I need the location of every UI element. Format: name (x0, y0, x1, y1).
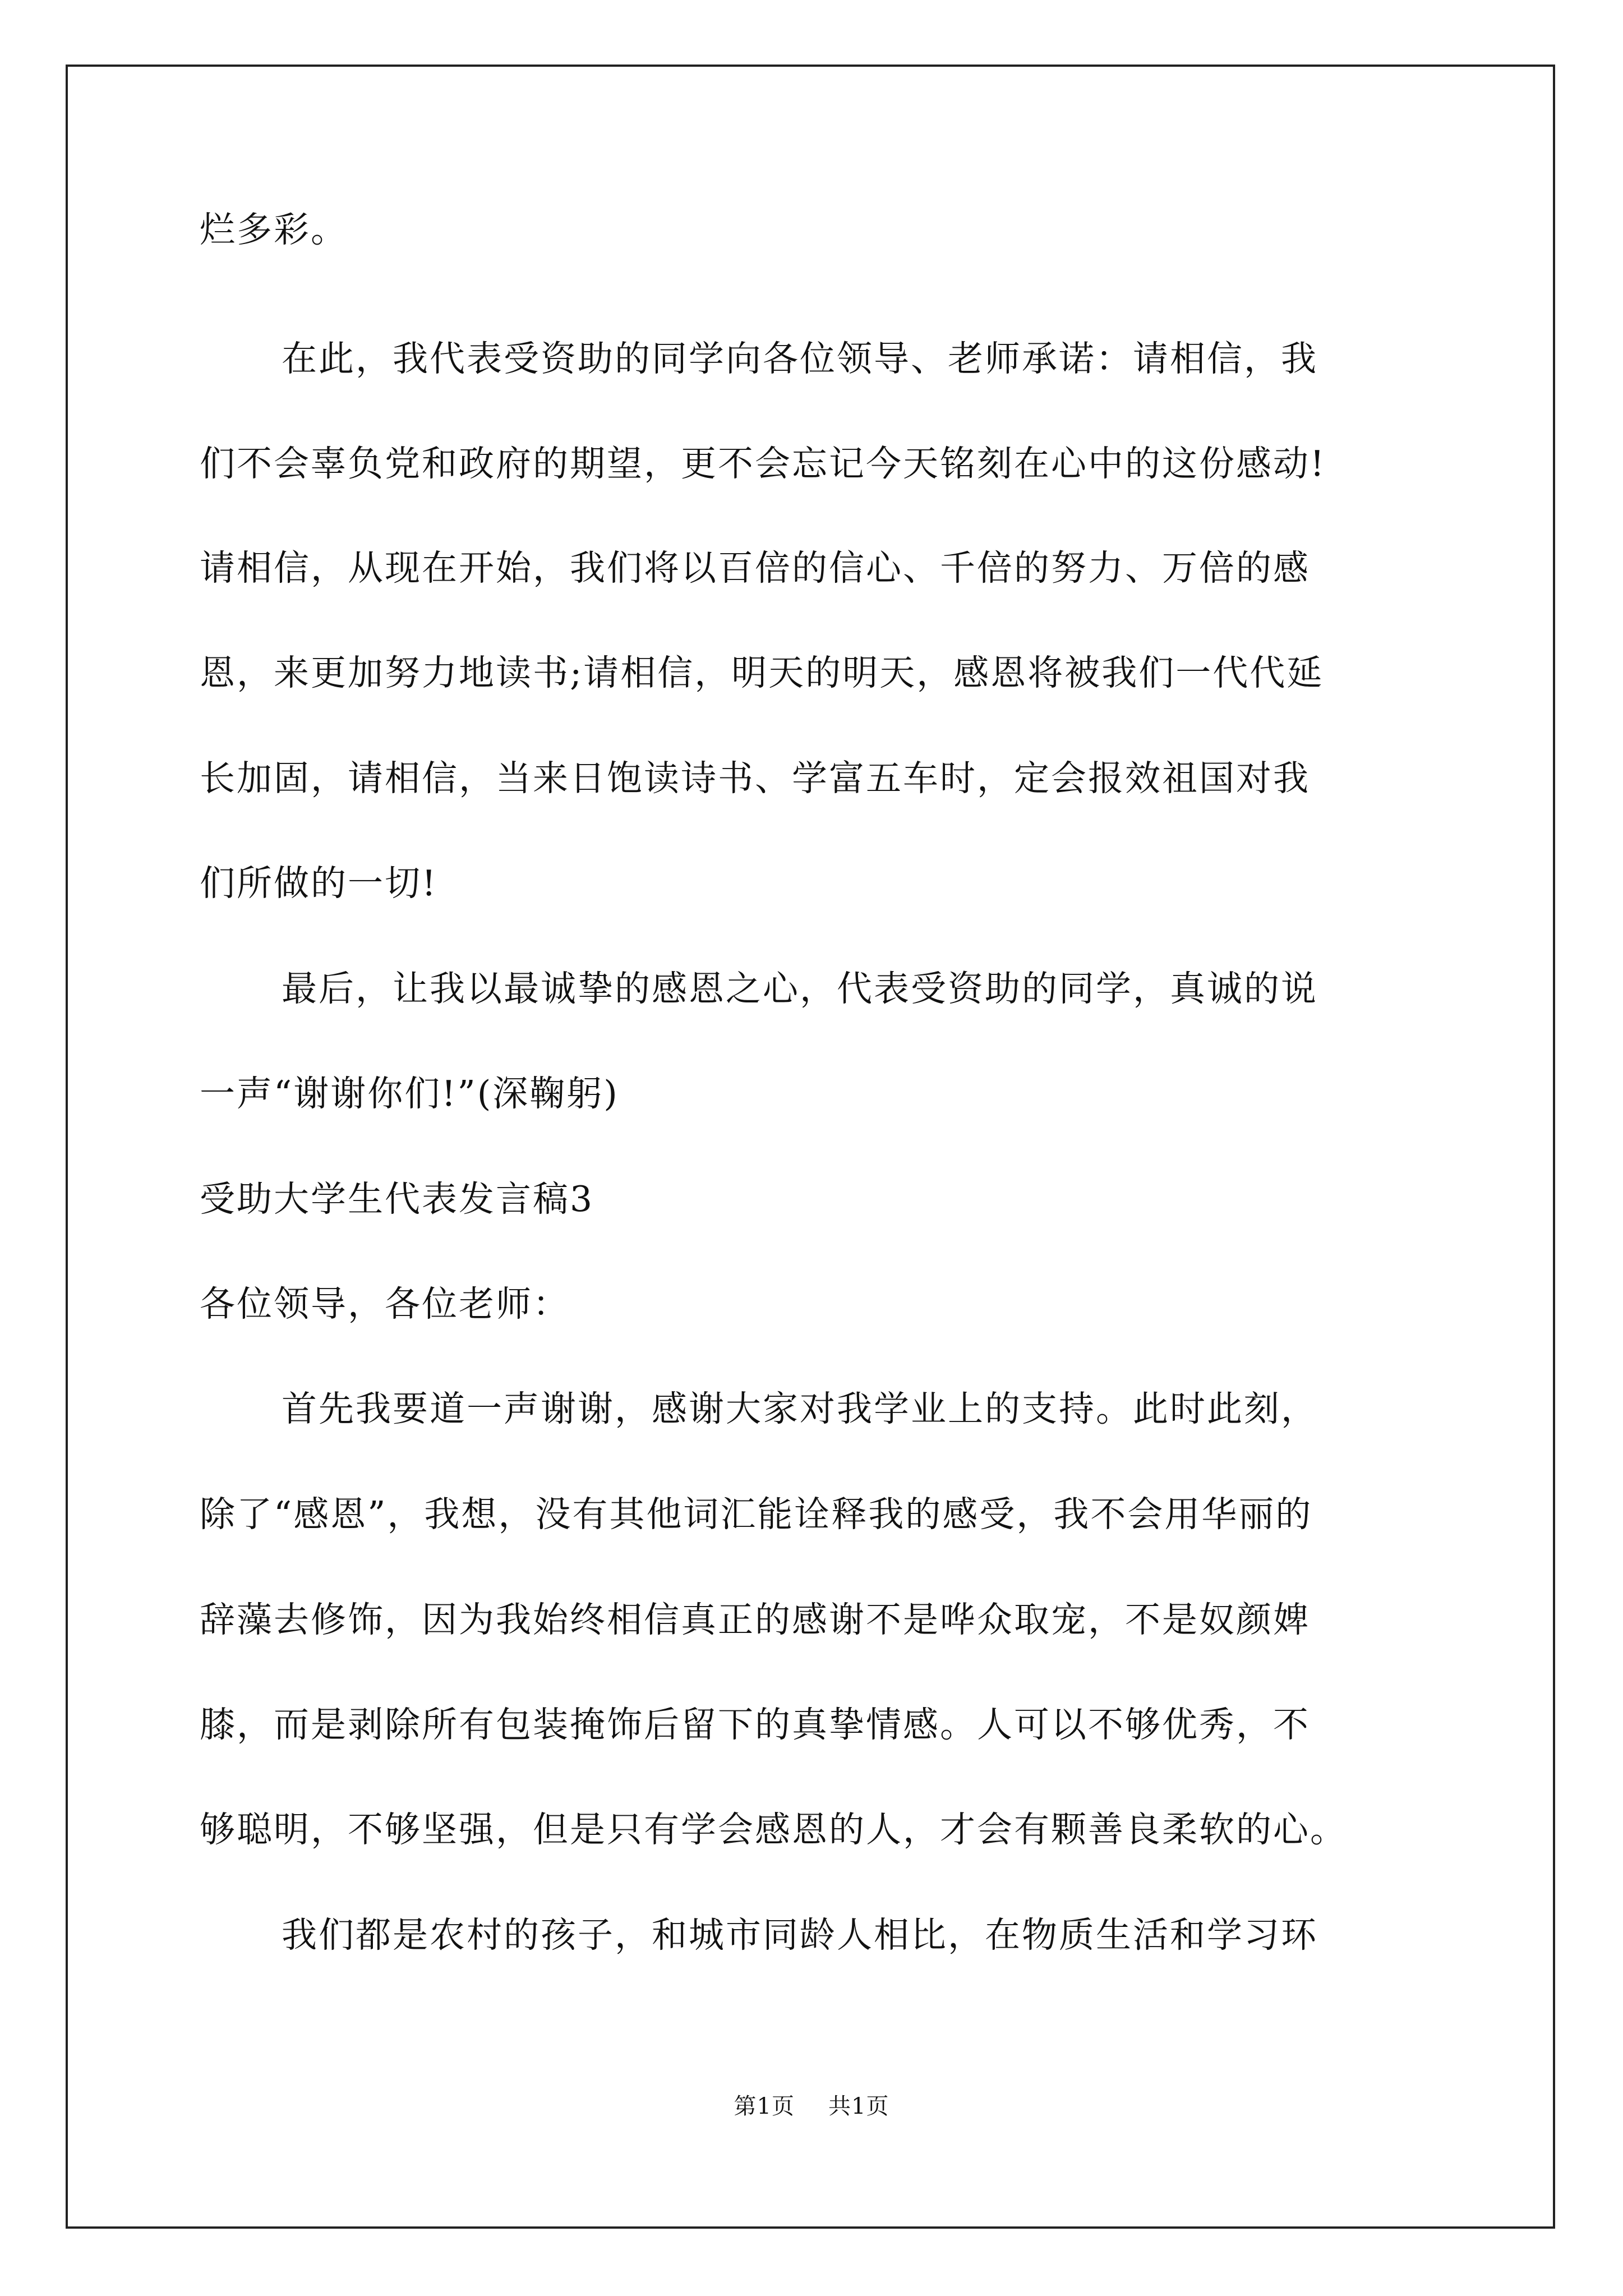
text-line: 够聪明，不够坚强，但是只有学会感恩的人，才会有颗善良柔软的心。 (200, 1809, 1347, 1850)
text-line: 长加固，请相信，当来日饱读诗书、学富五车时，定会报效祖国对我 (200, 758, 1310, 799)
text-line: 们不会辜负党和政府的期望，更不会忘记今天铭刻在心中的这份感动! (200, 443, 1326, 484)
paragraph-line: 我们都是农村的孩子，和城市同龄人相比，在物质生活和学习环 (282, 1915, 1318, 1955)
text-line: 恩，来更加努力地读书;请相信，明天的明天，感恩将被我们一代代延 (200, 652, 1324, 693)
text-line: 除了“感恩”，我想，没有其他词汇能诠释我的感受，我不会用华丽的 (200, 1494, 1313, 1535)
text-line: 膝，而是剥除所有包装掩饰后留下的真挚情感。人可以不够优秀，不 (200, 1704, 1310, 1745)
text-line: 辞藻去修饰，因为我始终相信真正的感谢不是哗众取宠，不是奴颜婢 (200, 1599, 1310, 1640)
paragraph-line: 在此，我代表受资助的同学向各位领导、老师承诺：请相信，我 (282, 338, 1318, 379)
text-line: 们所做的一切! (200, 863, 438, 904)
section-heading: 受助大学生代表发言稿3 (200, 1179, 594, 1220)
page-number: 第1页 (734, 2093, 795, 2119)
page-total: 共1页 (828, 2093, 889, 2119)
paragraph-line: 最后，让我以最诚挚的感恩之心，代表受资助的同学，真诚的说 (282, 968, 1318, 1009)
page-footer (0, 2092, 1623, 2120)
page-border (66, 65, 1555, 2229)
paragraph-line: 首先我要道一声谢谢，感谢大家对我学业上的支持。此时此刻， (282, 1388, 1318, 1429)
text-line: 请相信，从现在开始，我们将以百倍的信心、千倍的努力、万倍的感 (200, 547, 1310, 588)
text-line: 烂多彩。 (200, 209, 348, 250)
text-line: 一声“谢谢你们!”(深鞠躬) (200, 1073, 619, 1114)
salutation: 各位领导，各位老师： (200, 1283, 570, 1324)
